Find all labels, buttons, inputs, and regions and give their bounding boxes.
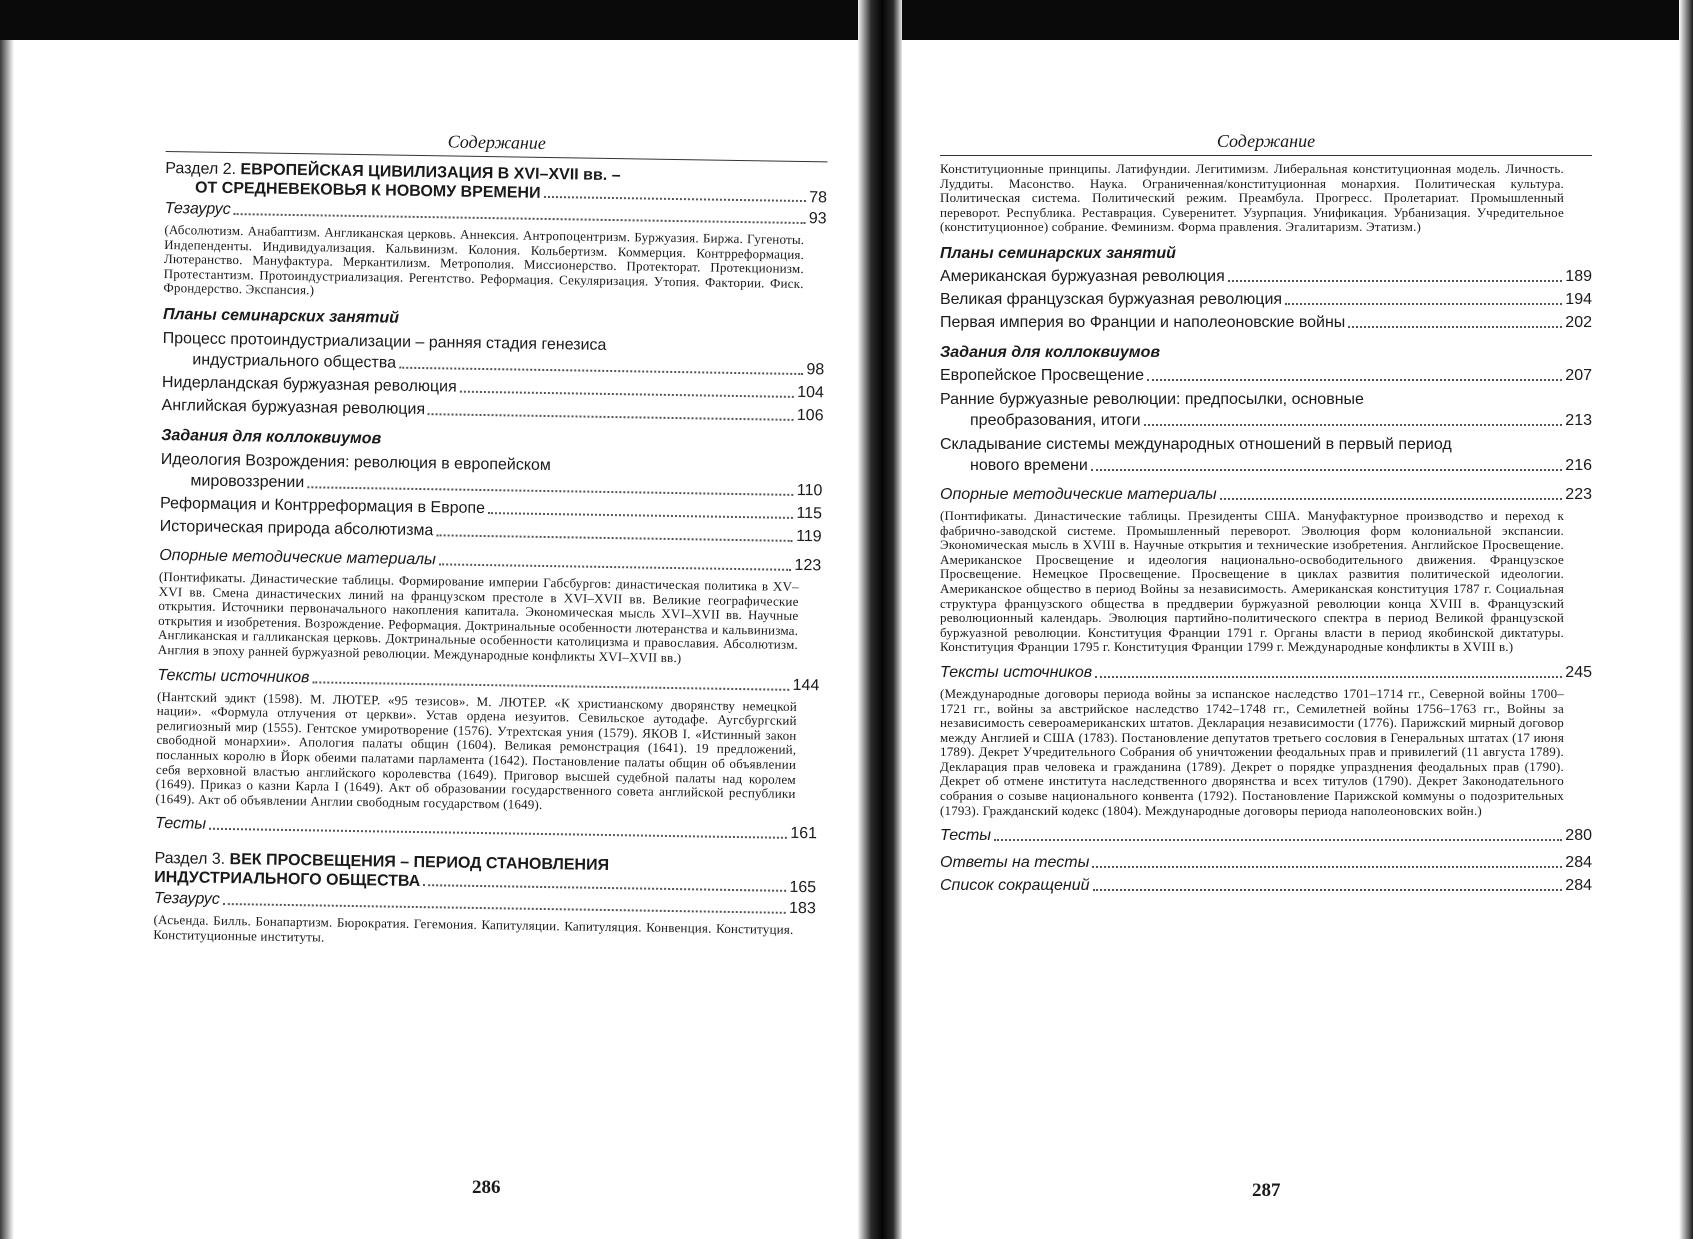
toc-entry[interactable]: Ранние буржуазные революции: предпосылки, основные преобразования, итоги 213 [940, 390, 1592, 429]
toc-entry[interactable]: Английская буржуазная революция 106 [161, 396, 824, 425]
thesaurus-terms: (Абсолютизм. Анабаптизм. Англиканская церковь. Аннексия. Антропоцентризм. Буржуазия. Биржа. Гугеноты. Индепенденты. Индивидуализация. Кальвинизм. Колония. Кольбертизм. Коммерция. Контрреформация. Лютеранство. Мануфактура. Меркантилизм. Метрополия. Миссионерство. Протекторат. Протекционизм. Протестантизм. Протоиндустриализация. Регентство. Реформация. Секуляризация. Утопия. Фактории. Фиск. Фрондерство. Экспансия.) [163, 221, 805, 298]
running-header: Содержание [940, 131, 1592, 156]
toc-entry[interactable]: Великая французская буржуазная революция 194 [940, 290, 1592, 308]
subsection-heading: Планы семинарских занятий [162, 305, 400, 327]
section-3-heading[interactable]: Раздел 3. ВЕК ПРОСВЕЩЕНИЯ – ПЕРИОД СТАНОВЛЕНИЯ ИНДУСТРИАЛЬНОГО ОБЩЕСТВА 165 [154, 850, 817, 897]
toc-entry[interactable]: Складывание системы международных отношений в первый период нового времени 216 [940, 435, 1592, 474]
toc-entry[interactable]: Тезаурус 93 [164, 199, 827, 228]
toc-entry[interactable]: Тексты источников 245 [940, 663, 1592, 681]
toc-entry[interactable]: Реформация и Контрреформация в Европе 115 [159, 494, 823, 523]
page-number: 287 [1252, 1180, 1281, 1201]
toc-entry[interactable]: Ответы на тесты 284 [940, 854, 1592, 872]
section-2-heading[interactable]: Раздел 2. ЕВРОПЕЙСКАЯ ЦИВИЛИЗАЦИЯ В XVI–XVII вв. – ОТ СРЕДНЕВЕКОВЬЯ К НОВОМУ ВРЕМЕНИ 78 [165, 159, 828, 207]
running-header: Содержание [166, 127, 828, 162]
sources-description: (Международные договоры периода войны за испанское наследство 1701–1714 гг., Северной войны 1700–1721 гг., войны за австрийское наследство 1742–1748 гг., Семилетней войны 1756–1763 гг., Войны за независимость североамериканских штатов. Декларация независимости (1776). Парижский мирный договор между Англией и США (1783). Постановление депутатов третьего сословия в Генеральных штатах (17 июня 1789). Декрет Учредительного Собрания об уничтожении феодальных прав и привилегий (11 августа 1789). Декларация прав человека и гражданина (1789). Декрет о порядке упразднения феодальных прав (1790). Декрет об отмене института наследственного дворянства и всех титулов (1790). Декрет Законодательного собрания о созыве национального конвента (1792). Постановление Парижской коммуны о подозрительных (1793). Гражданский кодекс (1804). Международные договоры периода наполеоновских войн.) [940, 685, 1564, 818]
right-page [940, 0, 1592, 897]
scan-right-shadow [1679, 0, 1693, 1239]
scan-left-shadow [0, 40, 14, 1239]
toc-entry[interactable]: Опорные методические материалы 223 [940, 485, 1592, 503]
subsection-heading: Планы семинарских занятий [940, 244, 1176, 262]
toc-entry[interactable]: Американская буржуазная революция 189 [940, 267, 1592, 285]
toc-entry[interactable]: Список сокращений 284 [940, 877, 1592, 895]
subsection-heading: Задания для коллоквиумов [940, 343, 1161, 361]
toc-entry[interactable]: Тесты 280 [940, 827, 1592, 845]
toc-entry[interactable]: Тексты источников 144 [157, 666, 820, 694]
page-number: 286 [472, 1177, 501, 1198]
sources-description: (Нантский эдикт (1598). М. ЛЮТЕР. «95 тезисов». М. ЛЮТЕР. «К христианскому дворянству немецкой нации». «Формула отлучения от церкви». Устав ордена иезуитов. Севильское аутодафе. Аугсбургский религиозный мир (1555). Гентское умиротворение (1576). Утрехтская уния (1579). ЯКОВ I. «Истинный закон свободной монархии». Апология палаты общин (1604). Великая ремонстрация (1641). 19 предложений, посланных королю в Йорк обеими палатами парламента (1642). Постановление палаты общин об объявлении себя верховной властью английского королевства (1649). Приговор высшей судебной палаты над королем (1649). Приказ о казни Карла I (1649). Акт об образовании государственного совета английской республики (1649). Акт об объявлении Англии свободным государством (1649). [155, 688, 798, 812]
thesaurus-terms-continued: Конституционные принципы. Латифундии. Легитимизм. Либеральная конституционная модель. Личность. Луддиты. Масонство. Наука. Ограниченная/конституционная монархия. Политическая культура. Политическая система. Политический режим. Преамбула. Прогресс. Пролетариат. Промышленный переворот. Республика. Реставрация. Суверенитет. Узурпация. Унификация. Урбанизация. Учредительное (конституционное) собрание. Феминизм. Форма правления. Эгалитаризм. Этатизм.) [940, 161, 1564, 235]
materials-description: (Понтификаты. Династические таблицы. Формирование империи Габсбургов: династическая политика в XV–XVI вв. Смена династических линий на французском престоле в XVI–XVII вв. Великие географические открытия. Источники первоначального накопления капитала. Экономическая мысль XVI–XVII вв. Научные открытия и изобретения. Возрождение. Реформация. Доктринальные особенности лютеранства и кальвинизма. Англиканская и галликанская церковь. Доктринальные особенности католицизма и православия. Абсолютизм. Англия в эпоху ранней буржуазной революции. Международные конфликты XVI–XVII вв.) [157, 568, 799, 666]
toc-entry[interactable]: Европейское Просвещение 207 [940, 366, 1592, 384]
toc-entry[interactable]: Опорные методические материалы 123 [159, 546, 822, 575]
subsection-heading: Задания для коллоквиумов [161, 426, 382, 448]
toc-entry[interactable]: Идеология Возрождения: революция в европейском мировоззрении 110 [160, 450, 823, 500]
toc-entry[interactable]: Первая империя во Франции и наполеоновские войны 202 [940, 313, 1592, 331]
thesaurus-terms: (Асьенда. Билль. Бонапартизм. Бюрократия. Гегемония. Капитуляции. Капитуляция. Конвенция. Конституция. Конституционные институты. [153, 912, 794, 945]
materials-description: (Понтификаты. Династические таблицы. Президенты США. Мануфактурное производство и переход к фабрично-заводской системе. Промышленный переворот. Эволюция форм колониальной экспансии. Экономическая мысль в XVIII в. Научные открытия и технические изобретения. Английское Просвещение. Американское Просвещение и идеология национально-освободительного движения. Французское Просвещение. Немецкое Просвещение. Просвещение в циклах развития политической идеологии. Американское общество в период Войны за независимость. Американская конституция 1787 г. Социальная структура французского общества в преддверии буржуазной революции конца XVIII в. Французский революционный календарь. Эволюция партийно-политического спектра в период Великой французской буржуазной революции. Конституция Франции 1791 г. Органы власти в период якобинской диктатуры. Конституция Франции 1795 г. Конституция Франции 1799 г. Международные конфликты в XVIII в.) [940, 507, 1564, 655]
toc-entry[interactable]: Нидерландская буржуазная революция 104 [161, 373, 825, 402]
toc-entry[interactable]: Тезаурус 183 [153, 890, 816, 918]
toc-entry[interactable]: Тесты 161 [154, 815, 818, 843]
toc-entry[interactable]: Историческая природа абсолютизма 119 [159, 517, 822, 546]
toc-entry[interactable]: Процесс протоиндустриализации – ранняя стадия генезиса индустриального общества 98 [162, 329, 825, 379]
left-page [153, 0, 830, 959]
book-gutter [858, 0, 902, 1239]
